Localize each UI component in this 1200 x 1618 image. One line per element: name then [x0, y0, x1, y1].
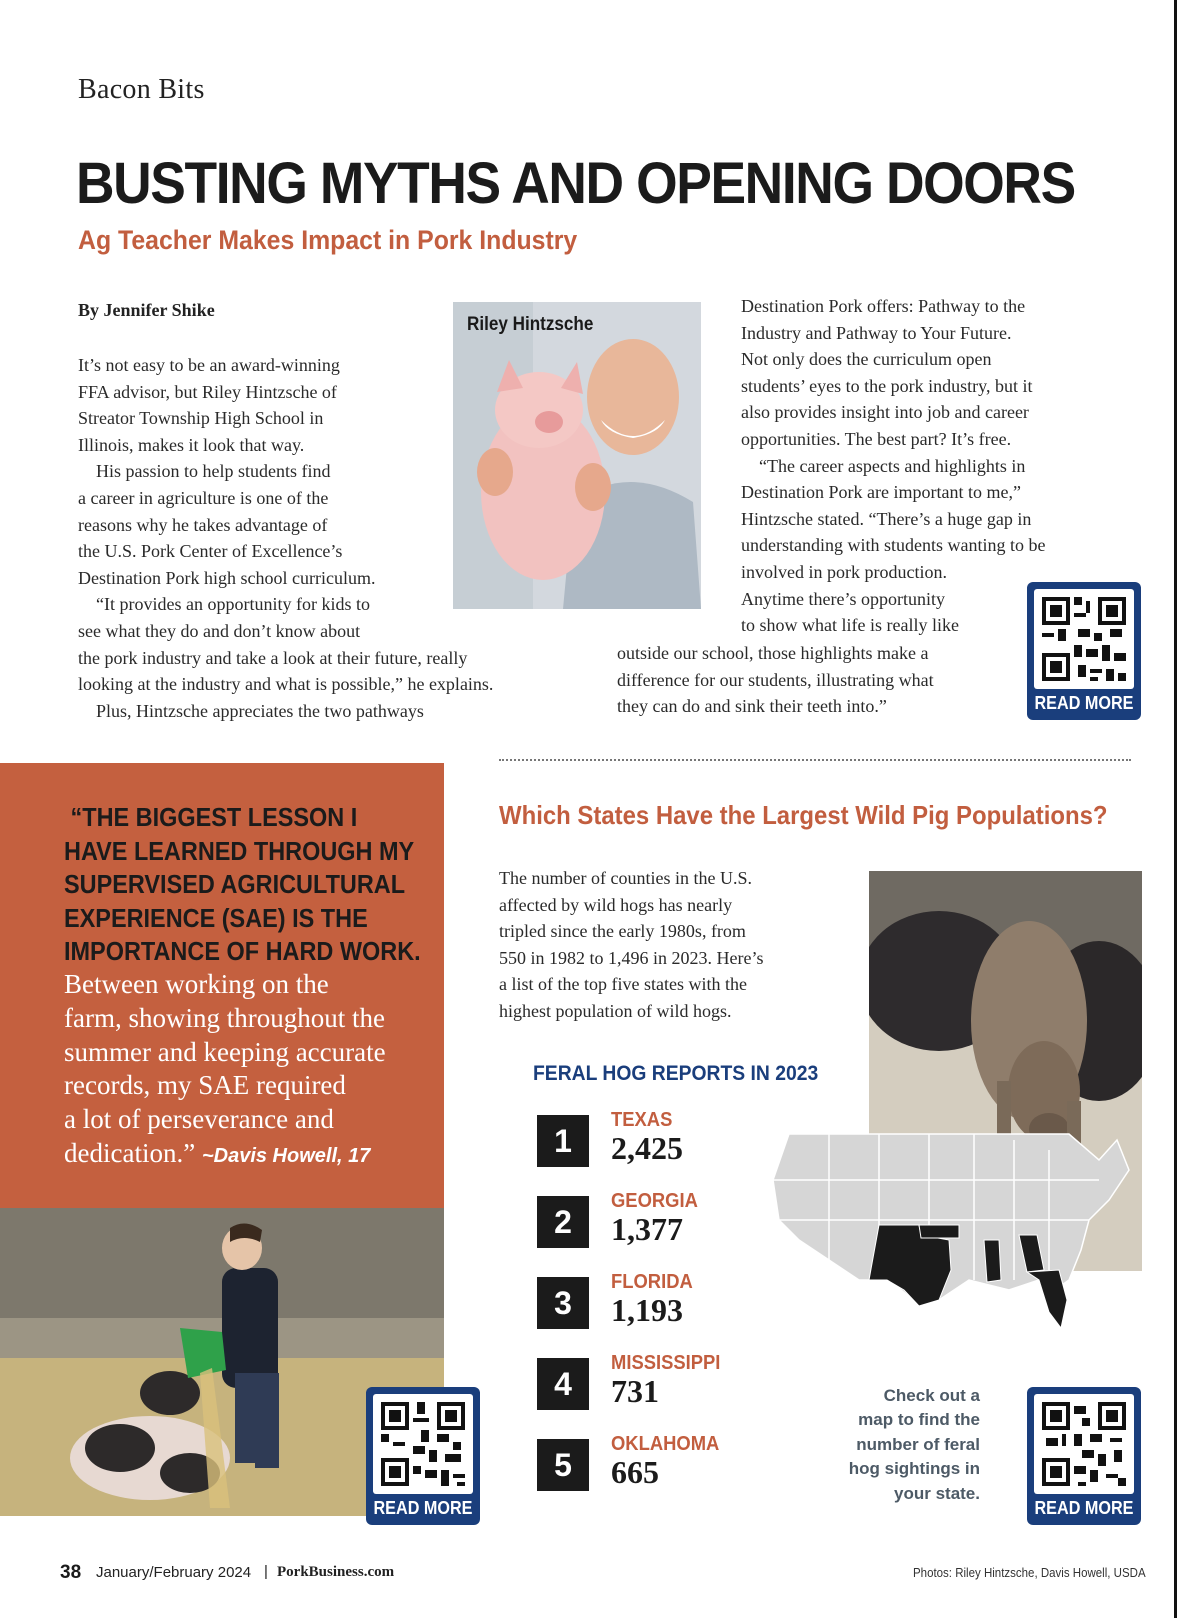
section-label: Bacon Bits: [78, 74, 205, 105]
ranking-title: FERAL HOG REPORTS IN 2023: [533, 1062, 819, 1085]
photo-caption: Riley Hintzsche: [467, 314, 594, 335]
qr-read-more-article[interactable]: [1027, 582, 1141, 720]
read-more-label: READ MORE: [1034, 1498, 1134, 1518]
us-map-illustration: [769, 1130, 1131, 1350]
pull-quote-lead: “THE BIGGEST LESSON I HAVE LEARNED THROUGH MY SUPERVISED AGRICULTURAL EXPERIENCE (SAE) IS THE IMPORTANCE OF HARD WORK.: [64, 804, 421, 966]
pull-quote-text: Between working on the farm, showing throughout the summer and keeping accurate records, my SAE required a lot of perseverance and dedication.”: [64, 969, 386, 1168]
page-number: 38: [60, 1562, 82, 1583]
us-map: [769, 1130, 1131, 1350]
rank-value: 1,193: [611, 1292, 683, 1328]
rank-value: 2,425: [611, 1130, 683, 1166]
rank-state: MISSISSIPPI: [611, 1352, 721, 1374]
wild-pig-heading: Which States Have the Largest Wild Pig Populations?: [499, 800, 1108, 830]
rank-state: GEORGIA: [611, 1190, 698, 1212]
ranking-item: [537, 1273, 787, 1333]
rank-state: TEXAS: [611, 1109, 673, 1131]
rank-number: 3: [537, 1277, 589, 1329]
qr-read-more-map[interactable]: [1027, 1387, 1141, 1525]
qr-code-icon: [373, 1394, 473, 1494]
headline: BUSTING MYTHS AND OPENING DOORS: [76, 151, 1075, 216]
article-column-1: It’s not easy to be an award-winning FFA advisor, but Riley Hintzsche of Streator Township High School in Illinois, makes it look that way. His passion to help students find a career in agriculture is one of the reasons why he takes advantage of the U.S. Pork Center of Excellence’s Destination Pork high school curriculum. “It provides an opportunity for kids to see what they do and don’t know about the pork industry and take a look at their future, really looking at the industry and what is possible,” he explains. Plus, Hintzsche appreciates the two pathways: [78, 355, 494, 721]
byline: By Jennifer Shike: [78, 300, 215, 320]
issue-date: January/February 2024: [96, 1564, 252, 1581]
rank-value: 665: [611, 1454, 659, 1490]
pull-quote-body: [64, 968, 386, 1174]
map-note: Check out a map to find the number of feral hog sightings in your state.: [848, 1386, 980, 1503]
pull-quote-attribution: ~Davis Howell, 17: [201, 1144, 371, 1167]
section-divider: [499, 759, 1131, 761]
footer-site-link[interactable]: PorkBusiness.com: [277, 1564, 395, 1580]
photo-credits: Photos: Riley Hintzsche, Davis Howell, USDA: [913, 1566, 1146, 1580]
rank-state: OKLAHOMA: [611, 1433, 720, 1455]
footer-separator: |: [264, 1563, 268, 1580]
riley-photo-illustration: [453, 302, 701, 609]
article-column-2: Destination Pork offers: Pathway to the Industry and Pathway to Your Future. Not only does the curriculum open students’ eyes to the pork industry, but it also provides insight into job and career opportunities. The best part? It’s free. “The career aspects and highlights in Destination Pork are important to me,” Hintzsche stated. “There’s a huge gap in understanding with students wanting to be involved in pork production. Anytime there’s opportunity to show what life is really like: [741, 296, 1046, 636]
article-column-2-end: outside our school, those highlights make a difference for our students, illustrating what they can do and sink their teeth into.”: [617, 643, 934, 717]
rank-number: 5: [537, 1439, 589, 1491]
ranking-item: [537, 1111, 787, 1171]
wild-pig-text: The number of counties in the U.S. affected by wild hogs has nearly tripled since the early 1980s, from 550 in 1982 to 1,496 in 2023. Here’s a list of the top five states with the highest population of wild hogs.: [499, 868, 764, 1021]
rank-number: 4: [537, 1358, 589, 1410]
ranking-item: [537, 1354, 787, 1414]
subhead: Ag Teacher Makes Impact in Pork Industry: [78, 225, 578, 255]
riley-photo: [453, 302, 701, 609]
rank-value: 1,377: [611, 1211, 683, 1247]
rank-state: FLORIDA: [611, 1271, 693, 1293]
ranking-item: [537, 1435, 787, 1495]
rank-number: 1: [537, 1115, 589, 1167]
ranking-item: [537, 1192, 787, 1252]
read-more-label: READ MORE: [373, 1498, 473, 1518]
qr-read-more-sae[interactable]: [366, 1387, 480, 1525]
qr-code-icon: [1034, 1394, 1134, 1494]
rank-value: 731: [611, 1373, 659, 1409]
qr-code-icon: [1034, 589, 1134, 689]
rank-number: 2: [537, 1196, 589, 1248]
page-edge-rule: [1174, 0, 1177, 1618]
read-more-label: READ MORE: [1034, 693, 1134, 713]
